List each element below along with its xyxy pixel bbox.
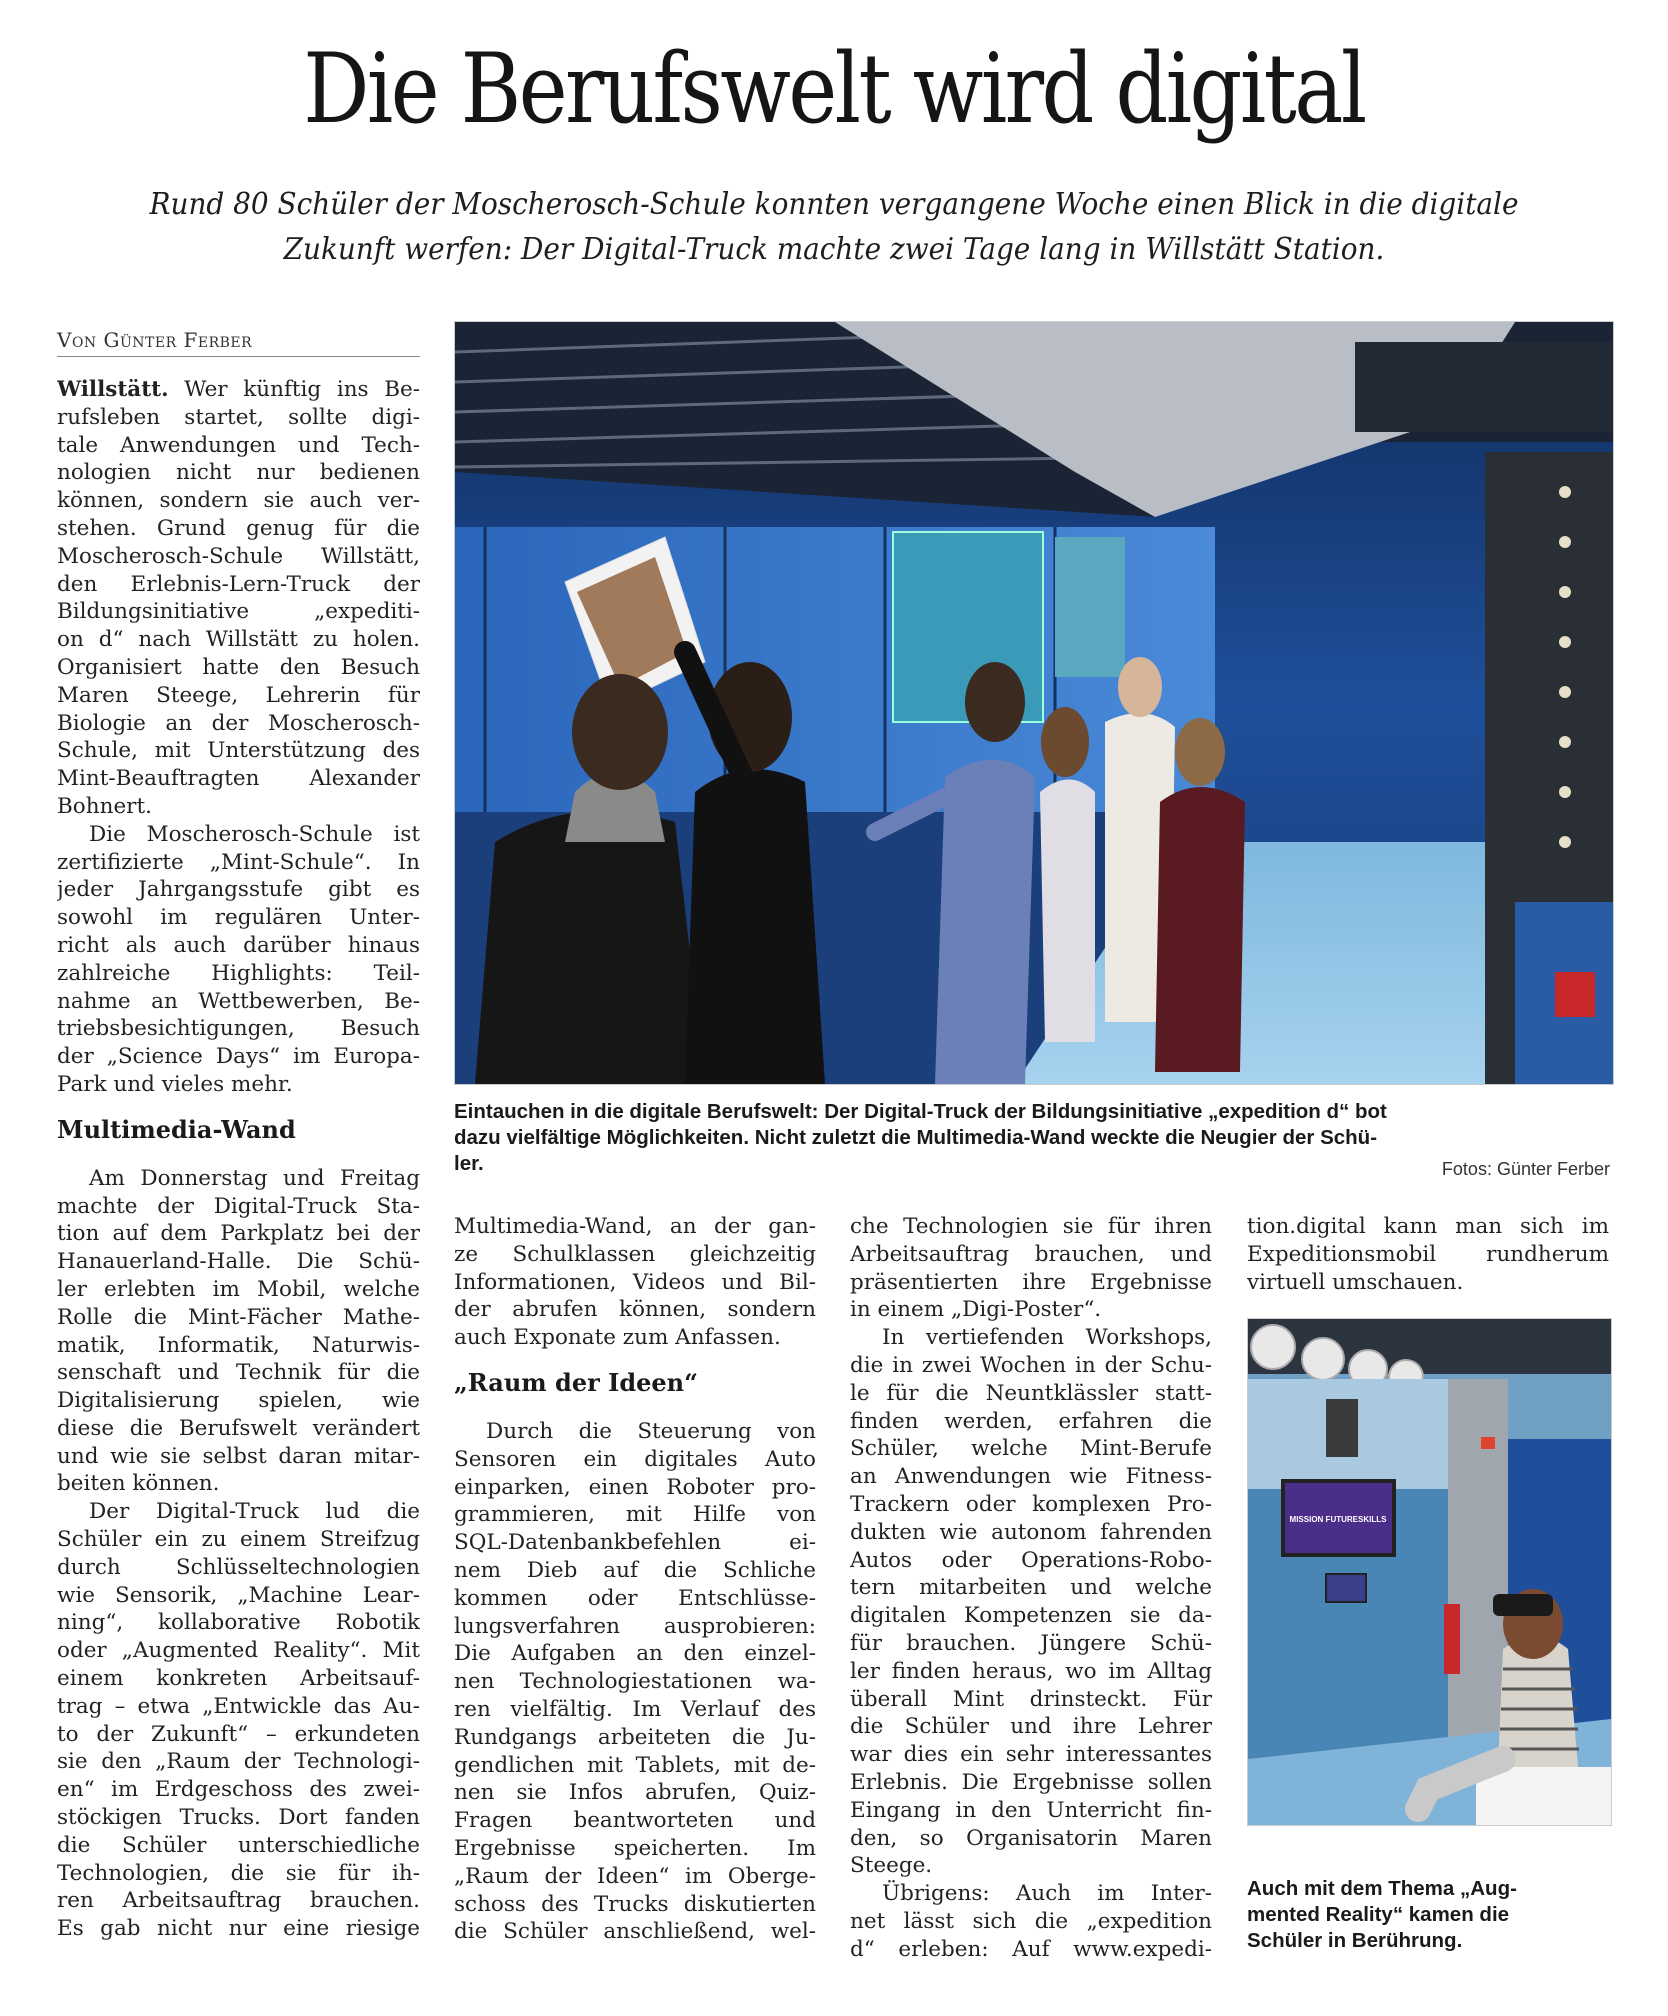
ar-photo-caption [1247,1876,1610,1954]
text-line: net lässt sich die „expedition [850,1908,1212,1934]
text-line: beiten können. [57,1471,220,1497]
text-line: Ergebnisse speicherten. Im [454,1835,816,1861]
student-puffer-jacket [685,769,825,1084]
subheadline [114,182,1554,272]
text-line: wie Sensorik, „Machine Lear- [57,1582,420,1608]
text-line: ler finden heraus, wo im Alltag [850,1658,1212,1684]
student-maroon-sweater [1155,787,1245,1072]
text-line: nologien nicht nur bedienen [57,460,420,486]
text-line: sowohl im regulären Unter- [57,905,420,931]
text-line: Die Aufgaben an den einzel- [454,1641,816,1667]
text-line: Rolle die Mint-Fächer Mathe- [57,1304,420,1330]
text-line: Es gab nicht nur eine riesige [57,1916,420,1942]
text-line: In vertiefenden Workshops, [882,1325,1212,1351]
text-line: Informationen, Videos und Bil- [454,1269,816,1295]
text-line: to der Zukunft“ – erkundeten [57,1721,420,1747]
text-line: Expeditionsmobil rundherum [1247,1241,1609,1267]
text-line: stöckigen Trucks. Dort fanden [57,1805,420,1831]
text-line: war dies ein sehr interessantes [850,1742,1212,1768]
text-line: grammieren, mit Hilfe von [454,1502,816,1528]
text-line: Autos oder Operations-Robo- [850,1547,1212,1573]
text-line: Organisiert hatte den Besuch [57,654,420,680]
caption-line: Eintauchen in die digitale Berufswelt: Der Digital-Truck der Bildungsinitiative „expedition d“ bot [454,1100,1387,1123]
column-2 [454,1213,816,1946]
text-line: und wie sie selbst daran mitar- [57,1443,420,1469]
text-line: Hanauerland-Halle. Die Schü- [57,1249,420,1275]
paragraph-steuerung [454,1418,816,1946]
paragraph-intro [57,404,420,821]
text-line: Park und vieles mehr. [57,1071,293,1097]
text-line: rufsleben startet, sollte digi- [57,404,420,430]
text-line: Der Digital-Truck lud die [89,1499,420,1525]
vr-headset [1493,1594,1553,1616]
augmented-reality-photo [1248,1319,1611,1825]
red-logo-badge [1555,972,1595,1017]
student-blue-sweater [935,760,1035,1085]
text-line: die Schüler unterschiedliche [57,1832,420,1858]
text-line: die Schüler anschließend, wel- [454,1919,816,1945]
student-white-top [1040,780,1095,1043]
column-1 [57,376,420,1943]
subhead-line: Rund 80 Schüler der Moscherosch-Schule konnten vergangene Woche einen Blick in die digitale [149,187,1519,222]
text-line: virtuell umschauen. [1247,1269,1464,1295]
text-line: trag – etwa „Entwickle das Au- [57,1693,420,1719]
caption-line: ler. [454,1152,484,1175]
text-line: Steege. [850,1853,933,1879]
text-line: Biologie an der Moscherosch- [57,710,420,736]
text-line: an Anwendungen wie Fitness- [850,1464,1212,1490]
column-3 [850,1213,1212,1964]
text-line: in einem „Digi-Poster“. [850,1297,1102,1323]
text-line: die in zwei Wochen in der Schu- [850,1352,1212,1378]
text-line: on d“ nach Willstätt zu holen. [57,627,420,653]
headline: Die Berufswelt wird digital [303,33,1365,145]
text-line: Durch die Steuerung von [486,1418,816,1444]
text-line: tale Anwendungen und Tech- [57,432,420,458]
text-line: Rundgangs arbeiteten die Ju- [454,1724,816,1750]
text-line: le für die Neuntklässler statt- [850,1380,1212,1406]
text-line: richt als auch darüber hinaus [57,932,420,958]
text-line: zahlreiche Highlights: Teil- [57,960,420,986]
column-4 [1247,1213,1609,1296]
text-line: ren vielfältig. Im Verlauf des [454,1696,816,1722]
text-line: sie den „Raum der Technologi- [57,1749,420,1775]
text-line: Mint-Beauftragten Alexander [57,766,420,792]
text-line: der abrufen können, sondern [454,1297,816,1323]
paragraph-internet [850,1880,1212,1963]
text-line: Technologien, die sie für ih- [57,1860,420,1886]
caption-line: Schüler in Berührung. [1247,1929,1463,1952]
text-line: Bildungsinitiative „expediti- [57,599,420,625]
text-line: zertifizierte „Mint-Schule“. In [57,849,420,875]
text-line: Sensoren ein digitales Auto [454,1446,816,1472]
ar-photo [1247,1318,1612,1826]
text-line: dukten wie autonom fahrenden [850,1519,1212,1545]
text-line: Multimedia-Wand, an der gan- [454,1214,816,1239]
paragraph-mint-schule [57,821,420,1099]
text-line: schoss des Trucks diskutierten [454,1891,816,1917]
first-line-text: Wer künftig ins Be- [168,377,420,402]
text-line: nahme an Wettbewerben, Be- [57,988,420,1014]
text-line: für brauchen. Jüngere Schü- [850,1630,1212,1656]
text-line: Schule, mit Unterstützung des [57,738,420,764]
paragraph-donnerstag [57,1165,420,1499]
text-line: nen sie Infos abrufen, Quiz- [454,1780,816,1806]
dateline: Willstätt. [57,377,169,402]
text-line: lungsverfahren ausprobieren: [454,1613,816,1639]
paragraph-website [1247,1213,1609,1296]
text-line: tion auf dem Parkplatz bei der [57,1221,420,1247]
text-line: oder „Augmented Reality“. Mit [57,1638,420,1664]
text-line: präsentierten ihre Ergebnisse [850,1269,1212,1295]
first-line [57,376,420,404]
multimedia-wall-photo [455,322,1613,1084]
text-line: Schüler, welche Mint-Berufe [850,1436,1212,1462]
subheading-multimedia-wand: Multimedia-Wand [57,1114,296,1144]
byline: Von Günter Ferber [57,328,420,357]
text-line: Eingang in den Unterricht fin- [850,1797,1212,1823]
fire-extinguisher [1444,1604,1460,1674]
caption-line: Auch mit dem Thema „Aug- [1247,1877,1517,1900]
text-line: nem Dieb auf die Schliche [454,1557,816,1583]
text-line: ler erlebten im Mobil, welche [57,1276,420,1302]
text-line: Arbeitsauftrag brauchen, und [850,1241,1212,1267]
subhead-line: Zukunft werfen: Der Digital-Truck machte zwei Tage lang in Willstätt Station. [283,232,1385,267]
text-line: Digitalisierung spielen, wie [57,1388,420,1414]
photo-credit: Fotos: Günter Ferber [1441,1159,1610,1179]
text-line: gendlichen mit Tablets, mit de- [454,1752,816,1778]
tablet [1326,1574,1366,1602]
text-line: Maren Steege, Lehrerin für [57,682,420,708]
text-line: auch Exponate zum Anfassen. [454,1325,781,1351]
text-line: einem konkreten Arbeitsauf- [57,1666,420,1692]
caption-line: dazu vielfältige Möglichkeiten. Nicht zuletzt die Multimedia-Wand weckte die Neugier der Schü- [454,1126,1378,1149]
text-line: Trackern oder komplexen Pro- [850,1491,1212,1517]
text-line: SQL-Datenbankbefehlen ei- [454,1530,816,1556]
text-line: die Schüler und ihre Lehrer [850,1714,1212,1740]
text-line: kommen oder Entschlüsse- [454,1585,816,1611]
text-line: Bohnert. [57,793,152,819]
text-line: en“ im Erdgeschoss des zwei- [57,1777,420,1803]
text-line: che Technologien sie für ihren [850,1214,1212,1239]
text-line: ze Schulklassen gleichzeitig [454,1241,816,1267]
text-line: Moscherosch-Schule Willstätt, [57,543,420,569]
text-line: „Raum der Ideen“ im Oberge- [454,1863,816,1889]
text-line: triebsbesichtigungen, Besuch [57,1016,420,1042]
text-line: Schüler ein zu einem Streifzug [57,1527,420,1553]
text-line: einparken, einen Roboter pro- [454,1474,816,1500]
text-line: stehen. Grund genug für die [57,515,420,541]
text-line: Am Donnerstag und Freitag [89,1165,420,1191]
text-line: den Erlebnis-Lern-Truck der [57,571,420,597]
text-line: nen Technologiestationen wa- [454,1669,816,1695]
text-line: überall Mint drinsteckt. Für [850,1686,1212,1712]
text-line: durch Schlüsseltechnologien [57,1554,420,1580]
screen-text: MISSION FUTURESKILLS [1289,1515,1387,1524]
text-line: der „Science Days“ im Europa- [57,1044,420,1070]
text-line: ren Arbeitsauftrag brauchen. [57,1888,420,1914]
text-line: tion.digital kann man sich im [1247,1214,1609,1239]
text-line: senschaft und Technik für die [57,1360,420,1386]
paragraph-digi-poster [850,1213,1212,1324]
text-line: Die Moscherosch-Schule ist [89,821,420,847]
text-line: diese die Berufswelt verändert [57,1415,420,1441]
text-line: machte der Digital-Truck Sta- [57,1193,420,1219]
text-line: Fragen beantworteten und [454,1808,816,1834]
text-line: Übrigens: Auch im Inter- [882,1881,1212,1907]
text-line: den, so Organisatorin Maren [850,1825,1212,1851]
text-line: d“ erleben: Auf www.expedi- [850,1936,1212,1962]
text-line: jeder Jahrgangsstufe gibt es [57,877,420,903]
text-line: tern mitarbeiten und welche [850,1575,1212,1601]
text-line: Erlebnis. Die Ergebnisse sollen [850,1769,1212,1795]
caption-line: mented Reality“ kamen die [1247,1903,1510,1926]
text-line: matik, Informatik, Naturwis- [57,1332,420,1358]
paragraph-workshops [850,1324,1212,1880]
subheading-raum-der-ideen: „Raum der Ideen“ [454,1367,698,1397]
text-line: digitalen Kompetenzen sie da- [850,1603,1212,1629]
door-frame [1448,1379,1508,1759]
text-line: ning“, kollaborative Robotik [57,1610,420,1636]
text-line: finden werden, erfahren die [850,1408,1212,1434]
paragraph-streifzug [57,1498,420,1943]
text-line: können, sondern sie auch ver- [57,488,420,514]
paragraph-multimedia-wall [454,1213,816,1352]
student-black-jacket [475,811,705,1084]
main-photo [454,321,1614,1085]
